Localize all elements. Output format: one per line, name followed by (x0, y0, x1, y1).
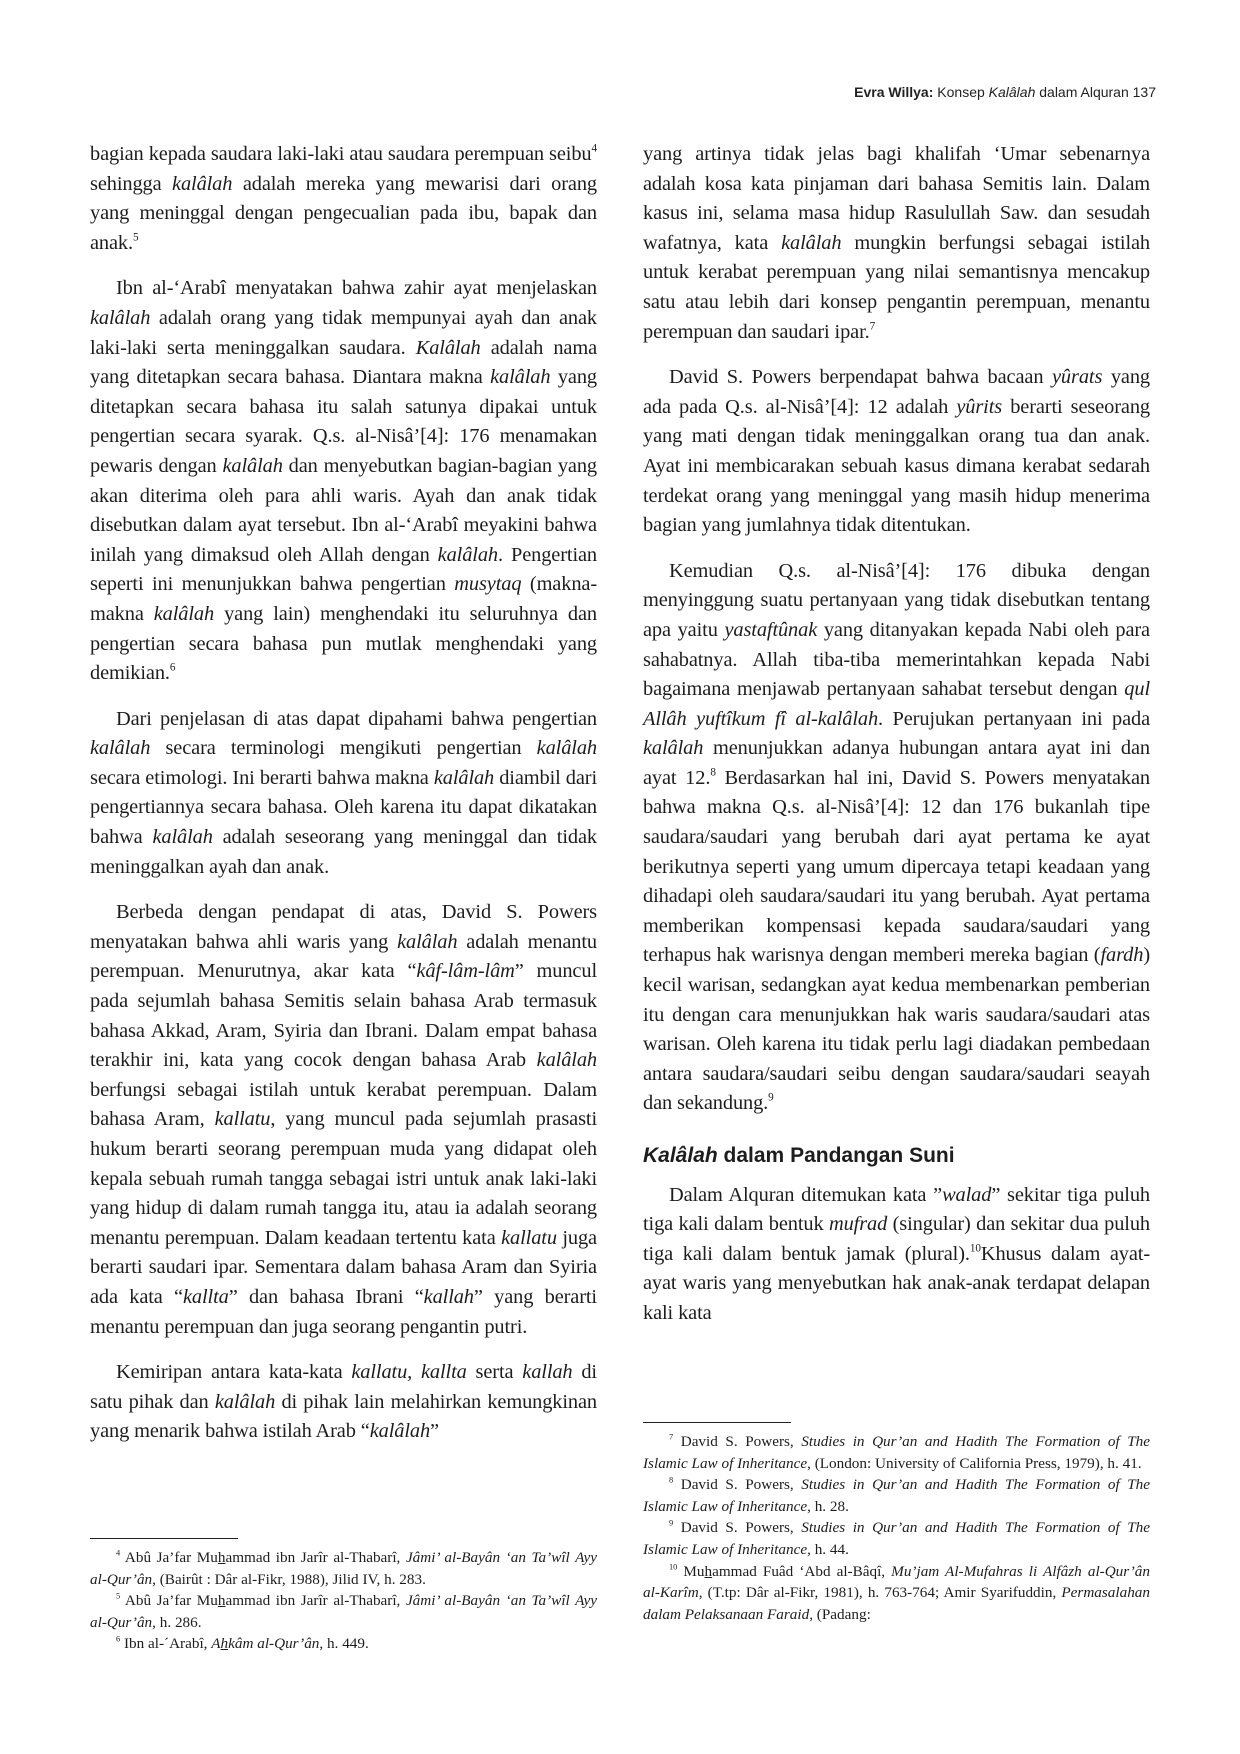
left-column (90, 140, 597, 1447)
header-title-italic: Kalâlah (988, 84, 1036, 100)
footnote-7: $^7$ David S. Powers, Studies in Qur’an and Hadith The Formation of The Islamic Law of Inheritance, (London: University of California Press, 1979), h. 41. (643, 1432, 1151, 1472)
footnotes-left (90, 1538, 597, 1655)
footnote-10: $^{10}$ Muhammad Fuâd ‘Abd al-Bâqî, Mu’jam Al-Mufahras li Alfâzh al-Qur’ân al-Karîm, (T.tp: Dâr al-Fikr, 1981), h. 763-764; Amir Syarifuddin, Permasalahan dalam Pelaksanaan Faraid, (Padang: (643, 1562, 1150, 1623)
footnote-5: $^5$ Abû Ja’far Muhammad ibn Jarîr al-Thabarî, Jâmi’ al-Bayân ‘an Ta’wîl Ayy al-Qur’ân, h. 286. (90, 1591, 597, 1631)
paragraph: Dalam Alquran ditemukan kata ”walad” sekitar tiga puluh tiga kali dalam bentuk mufrad (singular) dan sekitar dua puluh tiga kali dalam bentuk jamak (plural).$^{10}$Khusus dalam ayat-ayat waris yang menyebutkan hak anak-anak terdapat delapan kali kata (643, 1183, 1151, 1324)
footnote-6: $^6$ Ibn al-´Arabî, Ahkâm al-Qur’ân, h. 449. (116, 1635, 369, 1653)
header-title-pre: Konsep (933, 84, 989, 100)
header-title-post: dalam Alquran 137 (1035, 84, 1156, 100)
footnotes-right (643, 1422, 1150, 1625)
header-author: Evra Willya: (854, 84, 934, 100)
footnote-4: $^4$ Abû Ja’far Muhammad ibn Jarîr al-Thabarî, Jâmi’ al-Bayân ‘an Ta’wîl Ayy al-Qur’ân, (Bairût : Dâr al-Fikr, 1988), Jilid IV, h. 283. (90, 1548, 597, 1588)
paragraph: Kemiripan antara kata-kata kallatu, kallta serta kallah di satu pihak dan kalâlah di pihak lain melahirkan kemungkinan yang menarik bahwa istilah Arab “kalâlah” (90, 1361, 597, 1443)
paragraph: yang artinya tidak jelas bagi khalifah ‘Umar sebenarnya adalah kosa kata pinjaman dari bahasa Semitis lain. Dalam kasus ini, selama masa hidup Rasulullah Saw. dan sesudah wafatnya, kata kalâlah mungkin berfungsi sebagai istilah untuk kerabat perempuan yang nilai semantisnya mencakup satu atau lebih dari konsep pengantin perempuan, menantu perempuan dan saudari ipar.$^7$ (643, 143, 1150, 343)
paragraph: bagian kepada saudara laki-laki atau saudara perempuan seibu$^4$ sehingga kalâlah adalah mereka yang mewarisi dari orang yang meninggal dengan pengecualian pada ibu, bapak dan anak.$^5$ (90, 142, 597, 254)
paragraph: David S. Powers berpendapat bahwa bacaan yûrats yang ada pada Q.s. al-Nisâ’[4]: 12 adalah yûrits berarti seseorang yang mati dengan tidak meninggalkan orang tua dan anak. Ayat ini membicarakan sebuah kasus dimana kerabat sedarah terdekat orang yang meninggal yang masih hidup menerima bagian yang jumlahnya tidak ditentukan. (643, 366, 1150, 537)
footnote-9: $^9$ David S. Powers, Studies in Qur’an and Hadith The Formation of The Islamic Law of Inheritance, h. 44. (643, 1519, 1151, 1558)
paragraph: Ibn al-‘Arabî menyatakan bahwa zahir ayat menjelaskan kalâlah adalah orang yang tidak mempunyai ayah dan anak laki-laki serta meninggalkan saudara. Kalâlah adalah nama yang ditetapkan secara bahasa. Diantara makna kalâlah yang ditetapkan secara bahasa itu salah satunya dipakai untuk pengertian secara syarak. Q.s. al-Nisâ’[4]: 176 menamakan pewaris dengan kalâlah dan menyebutkan bagian-bagian yang akan diterima oleh para ahli waris. Ayah dan anak tidak disebutkan dalam ayat tersebut. Ibn al-‘Arabî meyakini bahwa inilah yang dimaksud oleh Allah dengan kalâlah. Pengertian seperti ini menunjukkan bahwa pengertian musytaq (makna-makna kalâlah yang lain) menghendaki itu seluruhnya dan pengertian secara bahasa pun mutlak menghendaki yang demikian.$^6$ (90, 277, 597, 685)
running-header (854, 84, 1156, 100)
footnote-8: $^8$ David S. Powers, Studies in Qur’an and Hadith The Formation of The Islamic Law of Inheritance, h. 28. (643, 1475, 1151, 1515)
footnote-rule (643, 1422, 791, 1423)
paragraph: Dari penjelasan di atas dapat dipahami bahwa pengertian kalâlah secara terminologi mengikuti pengertian kalâlah secara etimologi. Ini berarti bahwa makna kalâlah diambil dari pengertiannya secara bahasa. Oleh karena itu dapat dikatakan bahwa kalâlah adalah seseorang yang meninggal dan tidak meninggalkan ayah dan anak. (90, 707, 597, 878)
footnote-rule (90, 1538, 238, 1539)
paragraph: Kemudian Q.s. al-Nisâ’[4]: 176 dibuka dengan menyinggung suatu pertanyaan yang tidak disebutkan tentang apa yaitu yastaftûnak yang ditanyakan kepada Nabi oleh para sahabatnya. Allah tiba-tiba memerintahkan kepada Nabi bagaimana menjawab pertanyaan sahabat tersebut dengan qul Allâh yuftîkum fî al-kalâlah. Perujukan pertanyaan ini pada kalâlah menunjukkan adanya hubungan antara ayat ini dan ayat 12.$^8$ Berdasarkan hal ini, David S. Powers menyatakan bahwa makna Q.s. al-Nisâ’[4]: 12 dan 176 bukanlah tipe saudara/saudari yang berubah dari ayat pertama ke ayat berikutnya seperti yang umum dipercaya tetapi keadaan yang dihadapi oleh saudara/saudari itu yang berubah. Ayat pertama memberikan kompensasi kepada saudara/saudari yang terhapus hak warisnya dengan memberi mereka bagian (fardh) kecil warisan, sedangkan ayat kedua membenarkan pemberian itu dengan cara menunjukkan hak waris saudara/saudari atas warisan. Oleh karena itu tidak perlu lagi diadakan pembedaan antara saudara/saudari seibu dengan saudara/saudari seayah dan sekandung.$^9$ (643, 559, 1151, 1115)
section-heading: Kalâlah dalam Pandangan Suni (643, 1144, 955, 1167)
right-column (643, 140, 1150, 1329)
paragraph: Berbeda dengan pendapat di atas, David S. Powers menyatakan bahwa ahli waris yang kalâlah adalah menantu perempuan. Menurutnya, akar kata “kâf-lâm-lâm” muncul pada sejumlah bahasa Semitis selain bahasa Arab termasuk bahasa Akkad, Aram, Syiria dan Ibrani. Dalam empat bahasa terakhir ini, kata yang cocok dengan bahasa Arab kalâlah berfungsi sebagai istilah untuk kerabat perempuan. Dalam bahasa Aram, kallatu, yang muncul pada sejumlah prasasti hukum berarti seorang perempuan muda yang didapat oleh kepala sebuah rumah tangga sebagai istri untuk anak laki-laki yang hidup di dalam rumah tangga itu, atau ia adalah seorang menantu perempuan. Dalam keadaan tertentu kata kallatu juga berarti saudari ipar. Sementara dalam bahasa Aram dan Syiria ada kata “kallta” dan bahasa Ibrani “kallah” yang berarti menantu perempuan dan juga seorang pengantin putri. (90, 901, 597, 1338)
